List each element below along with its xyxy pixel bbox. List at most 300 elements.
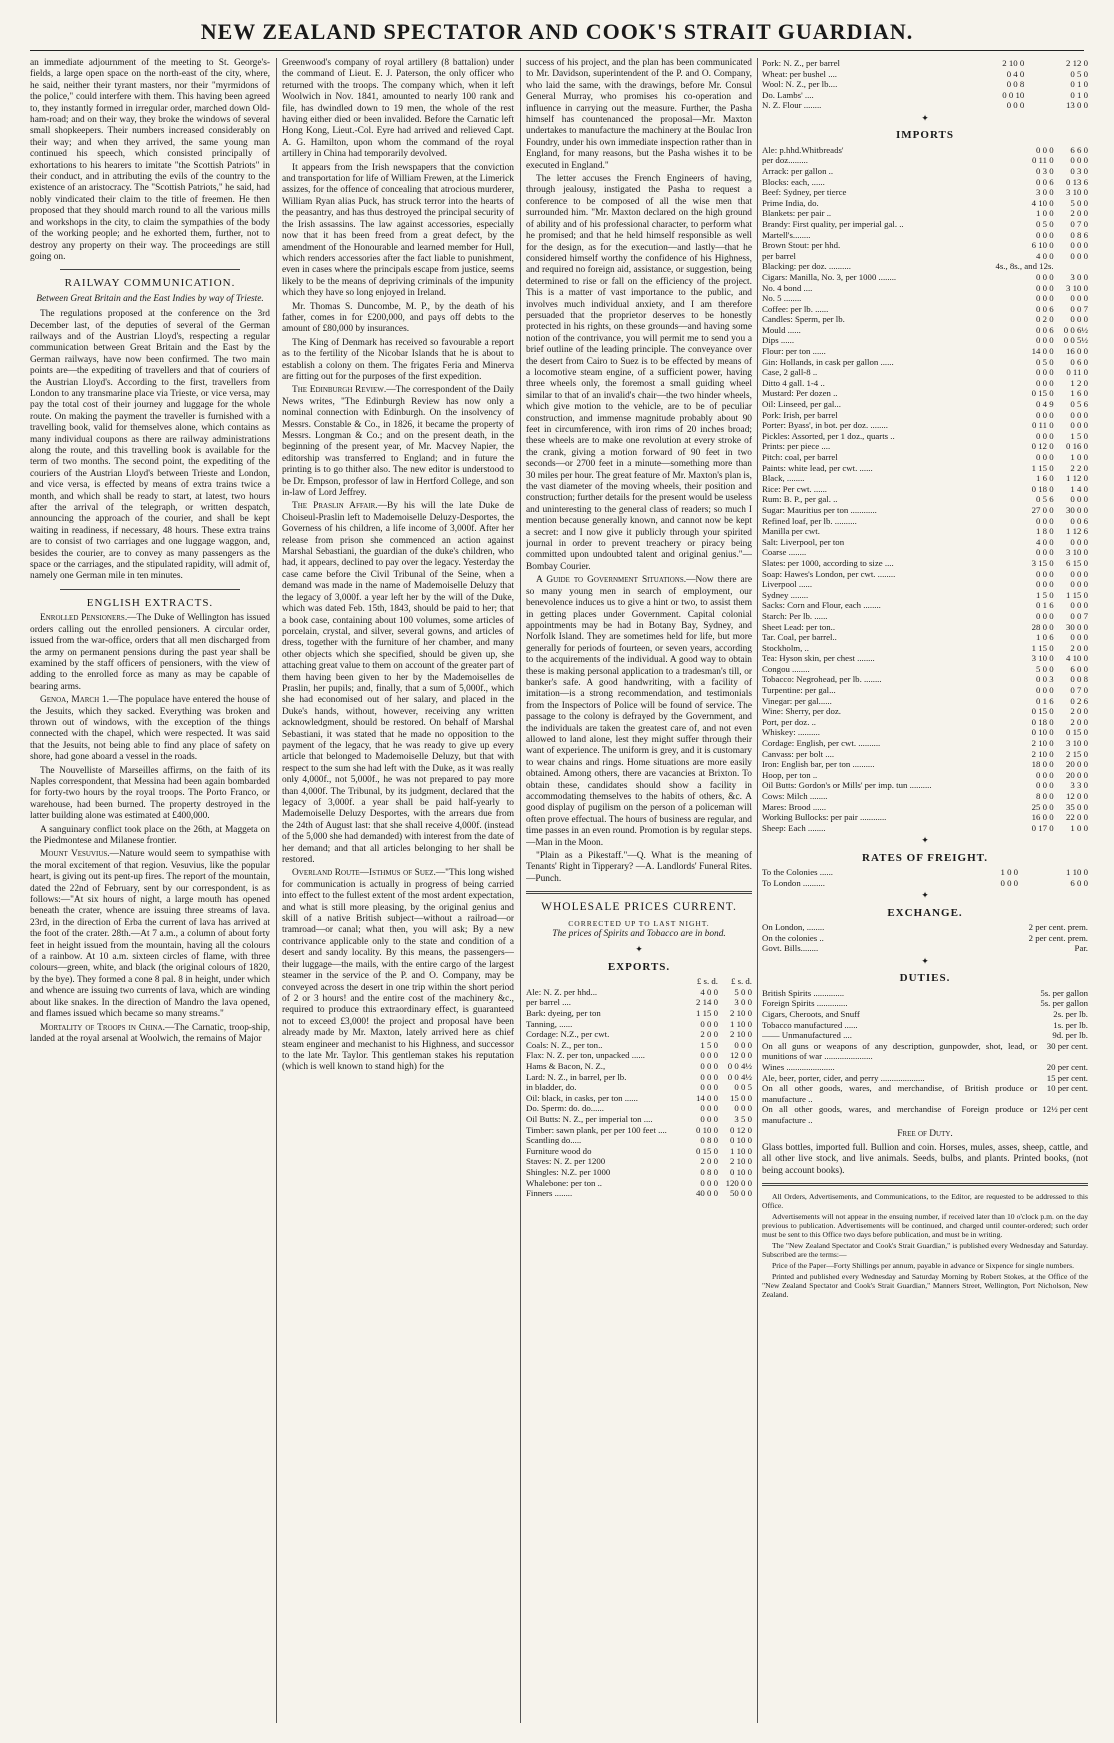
item-name: Ale: N. Z. per hhd... (526, 986, 598, 997)
item-name: Paints: white lead, per cwt. ...... (762, 462, 873, 473)
column-rule (520, 58, 521, 1723)
price-cell: 0 0 0 (1070, 293, 1088, 304)
table-row (526, 1135, 752, 1146)
item-name: Turpentine: per gal... (762, 685, 836, 696)
price-cell: 1 10 0 (1066, 867, 1088, 878)
price-cell: 20 0 0 (1066, 769, 1088, 780)
table-row (762, 1104, 1088, 1125)
price-cell: 13 0 0 (1066, 100, 1088, 111)
table-row (762, 590, 1088, 601)
price-cell: 0 0 0 (1036, 377, 1054, 388)
price-cell: 0 12 0 (1031, 441, 1054, 452)
item-name: Furniture wood do (526, 1145, 592, 1156)
price-cell: 0 0 3 (1036, 674, 1054, 685)
table-row (762, 304, 1088, 315)
exchange-table (762, 922, 1088, 954)
article-paragraph (30, 1023, 270, 1046)
item-name: Sheep: Each ........ (762, 822, 826, 833)
item-name: Sugar: Mauritius per ton ............ (762, 504, 877, 515)
price-cell: 0 0 6 (1036, 324, 1054, 335)
item-name: Blankets: per pair .. (762, 208, 832, 219)
item-name: On all other goods, wares, and merchandise, of British produce or manufacture .. (762, 1083, 1038, 1104)
price-cell: 0 0 0 (1070, 632, 1088, 643)
price-cell: 0 0 0 (1070, 155, 1088, 166)
price-cell: 0 15 0 (1031, 388, 1054, 399)
price-cell: Par. (1074, 943, 1088, 954)
free-of-duty-list: Glass bottles, imported full. Bullion and coin. Horses, mules, asses, sheep, cattle, and all other live stock, and live animals. Seeds, bulbs, and plants. Printed books, (not being account books). (762, 1142, 1088, 1176)
price-cell: 0 10 0 (730, 1135, 752, 1146)
paragraph-lead: Genoa, March 1. (40, 695, 109, 706)
item-name: Arrack: per gallon .. (762, 165, 834, 176)
table-row (762, 261, 1088, 272)
duties-table (762, 988, 1088, 1126)
paragraph-lead: Mortality of Troops in China. (40, 1022, 166, 1033)
table-row (762, 441, 1088, 452)
paragraph-body: —The correspondent of the Daily News writes, "The Edinburgh Review has now only a nominal connection with Edinburgh. On the insolvency of Messrs. Constable & Co., in 1826, it became the property of Messrs. Longman & Co.; and on the present death, in the beginning of the present year, of Mr. Macvey Napier, the editorship was transferred to England; and in future the printing is to go thither also. The new editor is understood to be Dr. Empson, professor of law in Hertford College, and son in-law of Lord Jeffrey. (282, 385, 514, 499)
table-row (762, 878, 1088, 889)
item-name: Blacking: per doz. .......... (762, 261, 851, 272)
price-cell: 2 0 0 (1070, 716, 1088, 727)
price-cell: 1 12 6 (1066, 526, 1088, 537)
item-name: British Spirits .............. (762, 987, 845, 998)
article-paragraph: Mr. Thomas S. Duncombe, M. P., by the death of his father, comes in for £200,000, and pays off debts to the amount of £80,000 by insurances. (282, 301, 514, 335)
price-cell: 2 10 0 (1031, 748, 1054, 759)
item-name: Oil Butts: Gordon's or Mills' per imp. tun .......... (762, 780, 932, 791)
price-cell: 3 0 0 (1036, 187, 1054, 198)
price-cell: 5s. per gallon (1040, 987, 1088, 998)
article-paragraph: It appears from the Irish newspapers that the conviction and transportation for life of William Frewen, at the Limerick assizes, for the offence of concealing that atrocious murderer, William Ryan alias Puck, has struck terror into the hearts of the peasantry, and has thus destroyed the principal security of the Irish assassins. The law against accessories, especially now that it has been freed from a great defect, by the amendment of the Honourable and learned member for Hull, which renders accessories after the fact liable to punishment, even in cases where the principals escape from justice, seems likely to be the means of depriving criminals of the impunity which they have so long enjoyed in Ireland. (282, 162, 514, 299)
ornament: ✦ (635, 944, 643, 955)
item-name: Slates: per 1000, according to size .... (762, 557, 894, 568)
item-name: Working Bullocks: per pair ............ (762, 812, 887, 823)
price-cell: 1 6 0 (1070, 388, 1088, 399)
price-cell: 0 0 6½ (1063, 324, 1088, 335)
table-row (526, 1125, 752, 1136)
price-cell: 2 2 0 (1070, 462, 1088, 473)
price-cell: 1 15 0 (695, 1008, 718, 1019)
table-row (526, 1167, 752, 1178)
price-cell: 0 0 0 (1070, 579, 1088, 590)
office-notice: Price of the Paper—Forty Shillings per annum, payable in advance or Sixpence for single numbers. (772, 1261, 1074, 1271)
item-name: Hoop, per ton .. (762, 769, 818, 780)
table-row (762, 452, 1088, 463)
price-cell: 2 0 0 (700, 1029, 718, 1040)
price-cell: 12½ per cent (1042, 1104, 1088, 1115)
table-row (762, 759, 1088, 770)
price-cell: 0 8 0 (700, 1135, 718, 1146)
table-row (762, 632, 1088, 643)
divider (526, 891, 752, 894)
item-name: Whalebone: per ton .. (526, 1177, 602, 1188)
item-name: Blocks: each, ...... (762, 176, 825, 187)
item-name: Coarse ........ (762, 547, 807, 558)
price-cell: 2 10 0 (730, 1156, 752, 1167)
price-cell: 3 10 0 (1031, 653, 1054, 664)
column-1 (30, 58, 270, 1723)
price-cell: 0 0 0 (700, 1061, 718, 1072)
table-row (762, 251, 1088, 262)
price-cell: 2 0 0 (1070, 208, 1088, 219)
price-cell: 1s. per lb. (1053, 1019, 1088, 1030)
office-notice: Advertisements will not appear in the ensuing number, if received later than 10 o'clock p.m. on the day previous to publication. Advertisements will be continued, and charged until counter-ordered; such order must be sent to this Office two days before publication, and must be in writing. (762, 1212, 1088, 1240)
table-row (762, 314, 1088, 325)
article-paragraph: an immediate adjournment of the meeting to St. George's-fields, a large open space on the north-east of the city, where, he said, neither their tyrant masters, nor their "myrmidons of the police," could interfere with them. This having been agreed to, they instantly formed in irregular order, marched down Old-ham-road; and on their way, they broke the windows of several small shopkeepers. Their numbers increased considerably on their way; and when they arrived, the same young man continued his speech, which consisted principally of exhortations to his hearers to imitate "the Scottish Patriots" in their conduct, and in attributing the evils of the country to the existence of an aristocracy. The "Scottish Patriots," he said, had nobly vindicated their claim to the title of freemen. He then proposed that they should march round to all the various mills and workshops in the city, to claim the sympathies of the body of the working people; and he exhorted them, further, not to destroy any property on their way. The proceedings are still going on. (30, 58, 270, 262)
paragraph-body: —The populace have entered the house of the Jesuits, which they sacked. Everything was broken and thrown out of windows, with the exception of the things connected with the chapel, which were respected. It was said that the Jesuits, not being able to find any place of safety on shore, had gone aboard a vessel in the roads. (30, 695, 270, 763)
table-row (762, 1020, 1088, 1031)
item-name: Foreign Spirits .............. (762, 998, 848, 1009)
item-name: Wool: N. Z., per lb.... (762, 79, 838, 90)
table-row (762, 727, 1088, 738)
table-row (762, 100, 1088, 111)
ornament: ✦ (921, 112, 929, 123)
price-cell: 0 0 0 (1036, 780, 1054, 791)
price-cell: 0 11 0 (1031, 420, 1054, 431)
price-cell: 5s. per gallon (1040, 998, 1088, 1009)
price-cell: 0 0 0 (1036, 579, 1054, 590)
price-cell: 0 3 0 (1070, 165, 1088, 176)
table-row (762, 933, 1088, 944)
item-name: Sacks: Corn and Flour, each ........ (762, 600, 881, 611)
paragraph-body: —The Carnatic, troop-ship, landed at the royal arsenal at Woolwich, the remains of Major (30, 1022, 270, 1044)
item-name: N. Z. Flour ........ (762, 100, 822, 111)
price-cell: 6 0 0 (1070, 877, 1088, 888)
price-cell: 0 0 0 (1036, 568, 1054, 579)
price-cell: 0 0 0 (734, 1103, 752, 1114)
price-cell: 4s., 8s., and 12s. (995, 261, 1054, 272)
item-name: Cordage: N.Z., per cwt. (526, 1029, 610, 1040)
table-row (762, 1083, 1088, 1104)
price-cell: 0 0 0 (1036, 229, 1054, 240)
price-cell: 0 5 6 (1036, 494, 1054, 505)
divider (762, 1183, 1088, 1186)
price-cell: 0 1 0 (1070, 89, 1088, 100)
price-cell: 0 7 0 (1070, 218, 1088, 229)
item-name: per barrel .... (526, 997, 571, 1008)
table-row (762, 145, 1088, 156)
article-paragraph: The regulations proposed at the conference on the 3rd December last, of the deputies of several of the German railways and of the Austrian Lloyd's, respecting a regular communication between Great Britain and the East by the German railways, have now been confirmed. The two main points are—the expediting of travellers and that of couriers of the Austrian Lloyd's. According to the first, travellers from London to any transmarine place via Trieste, or vice versa, may pay the total cost of their journey and luggage for the whole route. On making the payment the traveller is furnished with a travelling book, valid for themselves alone, which contains as many individual coupons as there are railway administrations along the route, and this travelling book is available for the term of two months. The second point, the expediting of the couriers of the Austrian Lloyd's between Trieste and London, and vice versa, is effected by means of extra trains twice a month, and which shall be ready to start, at latest, two hours after the arrival of the telegraph, or written despatch, announcing the approach of the courier, and shall be kept waiting in readiness, if necessary, 48 hours. These extra trains are to consist of two carriages and one luggage waggon, and, besides the courier, are to convey as many passengers as the space or the carriages, and the stipulated rapidity, will admit of, namely one German mile in ten minutes. (30, 309, 270, 582)
item-name: Iron: English bar, per ton .......... (762, 759, 875, 770)
table-row (526, 1156, 752, 1167)
table-row (526, 1061, 752, 1072)
item-name: Rice: Per cwt. ...... (762, 483, 827, 494)
price-cell: 1 15 0 (1031, 462, 1054, 473)
item-name: Brandy: First quality, per imperial gal. .. (762, 218, 904, 229)
item-name: No. 4 bond .... (762, 282, 813, 293)
price-cell: 0 0 0 (700, 1082, 718, 1093)
paragraph-body: —"This long wished for communication is actually in progress of being carried into effect to the fullest extent of the most ardent expectation, and what is still more pleasing, by the original genius and skill of a native British subject—without a railroad—or tramroad—or canal; what then, you will ask; By a new contrivance applicable only to the state and condition of a desert and sandy locality. By this means, the passengers—their luggage—the mails, with the entire cargo of the largest steamer in the service of the P. and O. Company, may be conveyed across the desert in one trip within the short period of 2 or 3 hours! and the entire cost of the machinery &c., required to produce this extraordinary effect, is guaranteed not to exceed £3,000! the project and proposal have been already made by Mr. Maxton, lately arrived here as chief steam engineer and mechanist to his Highness, and successor to the late Mr. Taylor. This gentleman stakes his reputation (which is well known to stand high) for the (282, 868, 514, 1073)
table-row (762, 463, 1088, 474)
price-cell: 0 0 0 (1070, 600, 1088, 611)
table-row (762, 653, 1088, 664)
table-row (526, 1146, 752, 1157)
item-name: To London .......... (762, 877, 825, 888)
table-row (762, 272, 1088, 283)
item-name: Congou ........ (762, 663, 810, 674)
price-cell: 20 per cent. (1046, 1061, 1088, 1072)
item-name: Cigars, Cheroots, and Snuff (762, 1008, 860, 1019)
price-cell: 2 14 0 (695, 997, 718, 1008)
price-cell: 1 12 0 (1066, 473, 1088, 484)
office-notice: All Orders, Advertisements, and Communications, to the Editor, are requested to be addressed to this Office. (762, 1192, 1088, 1211)
price-cell: 15 0 0 (730, 1092, 752, 1103)
table-row (762, 558, 1088, 569)
table-row (762, 569, 1088, 580)
price-cell: 6 15 0 (1066, 557, 1088, 568)
price-cell: 1 5 0 (1036, 589, 1054, 600)
item-name: Stockholm, .. (762, 642, 809, 653)
price-cell: 30 0 0 (1066, 504, 1088, 515)
price-cell: 0 15 0 (1031, 706, 1054, 717)
item-name: Cordage: English, per cwt. .......... (762, 738, 881, 749)
table-row (762, 1030, 1088, 1041)
table-row (762, 696, 1088, 707)
price-cell: 0 0 0 (1036, 282, 1054, 293)
table-row (762, 420, 1088, 431)
table-row (762, 399, 1088, 410)
item-name: Tar. Coal, per barrel.. (762, 632, 837, 643)
price-cell: 0 0 4½ (727, 1071, 752, 1082)
item-name: Shingles: N.Z. per 1000 (526, 1166, 611, 1177)
item-name: Coals: N. Z., per ton.. (526, 1039, 603, 1050)
price-cell: 0 0 0 (1036, 547, 1054, 558)
item-name: Wines ...................... (762, 1061, 835, 1072)
price-cell: 16 0 0 (1031, 812, 1054, 823)
price-cell: 5 0 0 (1036, 663, 1054, 674)
prices-title: WHOLESALE PRICES CURRENT. (541, 901, 737, 914)
price-cell: 0 0 0 (1070, 314, 1088, 325)
table-row (762, 494, 1088, 505)
article-paragraph: Greenwood's company of royal artillery (8 battalion) under the command of Lieut. E. J. Paterson, the only officer who returned with the troops. The company which, when it left Woolwich in Nov. 1841, amounted to nearly 100 rank and file, has dwindled down to 19 men, the whole of the rest having either died or been invalided. Before the Carnatic left Hong Kong, Lieut.-Col. Eyre had arrived and relieved Capt. A. G. Hamilton, upon whom the command of the royal artillery in China had temporarily devolved. (282, 58, 514, 160)
article-paragraph (282, 385, 514, 499)
table-row (762, 802, 1088, 813)
table-row (762, 1073, 1088, 1084)
price-cell: 0 0 0 (700, 1177, 718, 1188)
price-cell: 3 10 0 (1066, 187, 1088, 198)
item-name: Tobacco manufactured ...... (762, 1019, 858, 1030)
table-row (526, 1103, 752, 1114)
table-row (762, 484, 1088, 495)
price-cell: 1 8 0 (1036, 526, 1054, 537)
item-name: Pitch: coal, per barrel (762, 452, 838, 462)
price-cell: 0 0 0 (1036, 293, 1054, 304)
item-name: Coffee: per lb. ...... (762, 303, 829, 314)
price-cell: 0 0 5 (734, 1082, 752, 1093)
imports-heading: IMPORTS (896, 129, 954, 142)
table-row (526, 1008, 752, 1019)
price-cell: 0 0 5½ (1063, 335, 1088, 346)
table-row (526, 997, 752, 1008)
table-row (762, 90, 1088, 101)
table-row (762, 155, 1088, 166)
price-cell: 0 0 6 (1036, 303, 1054, 314)
table-row (762, 685, 1088, 696)
price-cell: 25 0 0 (1031, 801, 1054, 812)
price-cell: 5 0 0 (734, 986, 752, 997)
price-cell: 0 0 0 (1036, 610, 1054, 621)
price-cell: 0 10 0 (730, 1166, 752, 1177)
table-row (762, 378, 1088, 389)
price-cell (1054, 261, 1088, 272)
price-cell: 0 11 0 (1066, 367, 1088, 378)
table-row (762, 58, 1088, 69)
price-cell: 0 13 6 (1066, 176, 1088, 187)
column-3 (526, 58, 752, 1723)
price-cell: 40 0 0 (695, 1188, 718, 1199)
price-cell: 0 5 0 (1070, 68, 1088, 79)
price-cell: 1 6 0 (1036, 473, 1054, 484)
item-name: Brown Stout: per hhd. (762, 240, 841, 251)
price-cell: 3 10 0 (1066, 738, 1088, 749)
price-cell: 0 0 0 (1070, 409, 1088, 420)
item-name: Starch: Per lb. ...... (762, 610, 828, 621)
table-row (762, 505, 1088, 516)
table-row (762, 79, 1088, 90)
freight-table (762, 867, 1088, 888)
paragraph-lead: A Guide to Government Situations. (536, 575, 687, 586)
price-cell: 3 10 0 (1066, 282, 1088, 293)
price-cell: 3 3 0 (1070, 780, 1088, 791)
exports-heading: EXPORTS. (607, 960, 671, 973)
paragraph-lead: Mount Vesuvius. (40, 849, 110, 860)
article-paragraph (526, 575, 752, 849)
price-cell: 0 2 6 (1070, 695, 1088, 706)
price-cell: 0 0 0 (1036, 452, 1054, 462)
price-cell: 0 0 0 (1036, 335, 1054, 346)
price-cell: 50 0 0 (730, 1188, 752, 1199)
table-row (762, 643, 1088, 654)
table-row (762, 998, 1088, 1009)
table-row (762, 219, 1088, 230)
table-row (762, 230, 1088, 241)
price-cell: 22 0 0 (1066, 812, 1088, 823)
article-paragraph: "Plain as a Pikestaff."—Q. What is the meaning of Tenants' Right in Tipperary? —A. Landlords' Funeral Rites.—Punch. (526, 851, 752, 884)
table-row (762, 1062, 1088, 1073)
price-cell: 2 12 0 (1066, 58, 1088, 68)
price-cell: 0 1 6 (1036, 600, 1054, 611)
table-row (762, 706, 1088, 717)
price-cell: 1 15 0 (1066, 589, 1088, 600)
price-cell: 30 per cent. (1046, 1040, 1088, 1051)
table-row (526, 1072, 752, 1083)
prices-subtitle: CORRECTED UP TO LAST NIGHT. (568, 918, 710, 928)
item-name: Wine: Sherry, per doz. (762, 706, 841, 717)
item-name: Oil: Linseed, per gal... (762, 399, 841, 410)
price-cell: 0 16 0 (1066, 441, 1088, 452)
price-cell: 0 0 6 (1070, 515, 1088, 526)
price-cell: 1 10 0 (730, 1145, 752, 1156)
price-cell: 0 6 0 (1070, 356, 1088, 367)
table-row (762, 388, 1088, 399)
price-cell: 20 0 0 (1066, 759, 1088, 770)
item-name: Finners ........ (526, 1188, 573, 1199)
paragraph-body: —Now there are so many young men in search of employment, our benevolence induces us to give a hint or two, to assist them in getting places under Government. Capital colonial appointments may be had in Botany Bay, Sydney, and Norfolk Island. They are sometimes held for life, but more generally for periods of fourteen, or seven years, according to the acquirements of the individual. A good way to obtain these is making personal application to a tradesman's till, or banker's safe. A good handwriting, with a facility of imitation—is a strong recommendation, and testimonials from the Inspectors of Police will be found of service. The passage to the colony is defrayed by the Government, and the individuals are taken the greatest care of, and not even allowed to land alone, lest they might suffer through their want of experience. The uniform is grey, and it is customary to wear chains and rings. Home situations are more easily obtained. Among others, there are vacancies at Brixton. To obtain these, candidates should show a facility in accommodating themselves to the habits of others, &c. A good display of pugilism on the person of a policeman will often prove effectual. The hours of business are regular, and time passes in an even round. Promotion is by regular steps.—Man in the Moon. (526, 575, 752, 848)
column-4 (762, 58, 1088, 1723)
item-name: Oil: black, in casks, per ton ...... (526, 1092, 638, 1103)
paragraph-body: —Nature would seem to sympathise with the moral excitement of that region. Vesuvius, like the popular heart, is giving out its pent-up fires. The report of the mountain, dated the 22nd of February, sent by our correspondent, is as follows:—"At six hours of night, a large mouth has opened beneath the crater, whence are issuing three streams of lava. 23rd, in the direction of Erba the current of lava has arrived at the foot of the crater. 28th.—At 7 a.m., a column of about forty feet in height issued from the mountain, having all the colours of a rainbow. At 10 a.m. sixteen circles of flame, with three colours—green, white, and black (the original colours of 1820, by the bye). They formed a cone 8 pal. 8 in height, under which and whence are issuing two currents of lava, which are winding about like snakes. In the direction of Mandro the lava opened, and flames issued which became so many streams." (30, 849, 270, 1020)
table-row (762, 367, 1088, 378)
table-row (762, 867, 1088, 878)
table-row (762, 547, 1088, 558)
price-cell: 27 0 0 (1031, 504, 1054, 515)
price-cell: 0 5 6 (1070, 399, 1088, 410)
ornament: ✦ (921, 890, 929, 901)
freight-heading: RATES OF FREIGHT. (862, 851, 988, 864)
price-cell: 1 15 0 (1031, 642, 1054, 653)
item-name: On the colonies .. (762, 932, 824, 943)
paragraph-lead: The Praslin Affair. (292, 501, 378, 512)
article-paragraph (30, 613, 270, 693)
item-name: Pickles: Assorted, per 1 doz., quarts .. (762, 430, 895, 441)
item-name: Martell's........ (762, 229, 811, 240)
table-row (762, 177, 1088, 188)
price-cell: 0 0 0 (1036, 144, 1054, 155)
item-name: Tanning, ...... (526, 1018, 573, 1029)
item-name: Ale: p.hhd.Whitbreads' (762, 144, 844, 155)
item-name: in bladder, do. (526, 1082, 577, 1093)
currency-header: £ s. d. (696, 976, 718, 987)
item-name: Scantling do..... (526, 1135, 582, 1146)
price-cell: 0 8 0 (700, 1166, 718, 1177)
price-cell: 1 5 0 (700, 1039, 718, 1050)
price-cell: 0 0 0 (1070, 494, 1088, 505)
price-cell: 0 0 7 (1070, 303, 1088, 314)
table-row (762, 335, 1088, 346)
paragraph-lead: Enrolled Pensioners. (40, 613, 128, 624)
price-cell: 0 0 0 (700, 1103, 718, 1114)
table-row (762, 325, 1088, 336)
item-name: Flax: N. Z. per ton, unpacked ...... (526, 1050, 645, 1061)
item-name: Prints: per piece .... (762, 441, 831, 452)
price-cell: 0 0 0 (1070, 536, 1088, 547)
item-name: Refined loaf, per lb. .......... (762, 515, 857, 526)
table-row (526, 1188, 752, 1199)
table-row (762, 622, 1088, 633)
price-cell: 0 4 9 (1036, 399, 1054, 410)
table-row (762, 431, 1088, 442)
price-cell: 2 0 0 (1070, 642, 1088, 653)
price-cell: 5 0 0 (1070, 197, 1088, 208)
price-cell: 12 0 0 (730, 1050, 752, 1061)
price-cell: 0 0 0 (734, 1039, 752, 1050)
price-cell: 0 0 0 (1036, 367, 1054, 378)
price-cell: 35 0 0 (1066, 801, 1088, 812)
price-cell: 0 4 0 (1006, 68, 1025, 79)
item-name: per barrel (762, 250, 796, 261)
exchange-heading: EXCHANGE. (887, 906, 963, 919)
item-name: Cows: Milch ........ (762, 791, 828, 801)
paragraph-lead: Overland Route—Isthmus of Suez. (292, 868, 436, 879)
table-row (762, 812, 1088, 823)
item-name: Whiskey: .......... (762, 727, 820, 738)
item-name: Vinegar: per gal...... (762, 695, 832, 706)
table-row (762, 198, 1088, 209)
price-cell: 6 6 0 (1070, 144, 1088, 155)
price-cell: 2 15 0 (1066, 748, 1088, 759)
price-cell: 2 0 0 (1070, 706, 1088, 717)
table-row (762, 473, 1088, 484)
office-notice: The "New Zealand Spectator and Cook's Strait Guardian," is published every Wednesday and Saturday. Subscribed are the terms:— (762, 1241, 1088, 1260)
table-row (762, 664, 1088, 675)
price-cell: 15 per cent. (1046, 1072, 1088, 1083)
price-cell: 3 0 0 (734, 997, 752, 1008)
item-name: Do. Lambs' .... (762, 89, 814, 100)
price-cell: 6 10 0 (1031, 240, 1054, 251)
price-cell: 3 10 0 (1066, 547, 1088, 558)
table-row (526, 1050, 752, 1061)
imports-table (762, 145, 1088, 834)
price-cell: 2 0 0 (700, 1156, 718, 1167)
section-heading-railway: RAILWAY COMMUNICATION. (64, 277, 236, 290)
